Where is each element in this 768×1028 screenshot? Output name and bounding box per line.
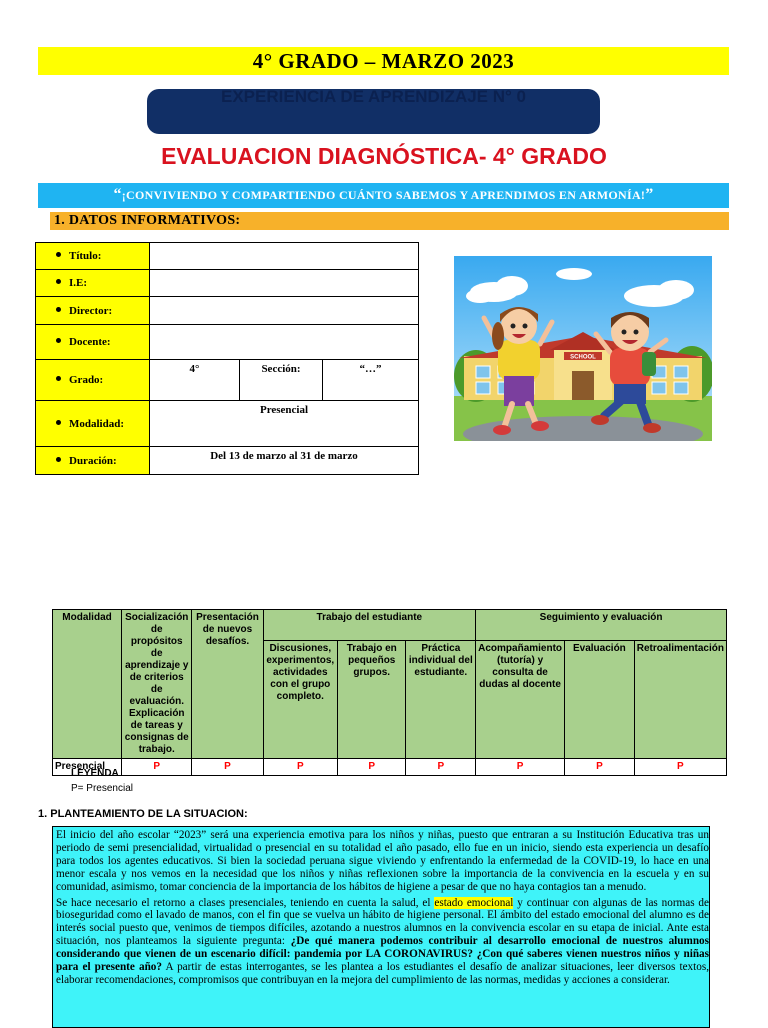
cell-value: P (263, 759, 338, 776)
col-evaluacion: Evaluación (565, 640, 635, 758)
table-row (36, 297, 419, 325)
col-practica-individual: Práctica individual del estudiante. (406, 640, 476, 758)
label-cell (36, 447, 150, 475)
col-modalidad: Modalidad (53, 610, 122, 759)
col-pequenos-grupos: Trabajo en pequeños grupos. (338, 640, 406, 758)
planteamiento-title: 1. PLANTEAMIENTO DE LA SITUACION: (38, 808, 248, 820)
table-header-row (53, 610, 727, 641)
titulo-label: Título: (69, 250, 102, 262)
situacion-paragraph-1: El inicio del año escolar “2023” será una experiencia emotiva para los niños y niñas, puesto que entraran a su Institución Educativa tras un periodo de semi presencialidad, virtualidad o presencial en su totalidad el año pasado, ello fue en un inicio, siendo esta experiencia un desafío para todos los agentes educativos. Si bien la sociedad peruana sigue viviendo y enfrentando la enfermedad de la COVID-19, lo hace en una menor escala y nos vemos en la necesidad que los niños y niñas reflexionen sobre la importancia de la convivencia en la escuela y en su comunidad, asimismo, tomar conciencia de la importancia de los hábitos de higiene a pesar de que no haya contagios tan a menudo. (56, 829, 709, 893)
table-row (53, 759, 727, 776)
experiencia-title: EXPERIENCIA DE APRENDIZAJE N° 0 (221, 87, 526, 106)
grado-label: Grado: (69, 374, 104, 386)
guiding-question: ¿De qué manera podemos contribuir al desarrollo emocional de nuestros alumnos considerando que vienen de un escenario difícil: pandemia por LA CORONAVIRUS? ¿Con qué saberes vienen nuestros niños y niñas para el presente año? (56, 935, 709, 974)
motto-open-quote: “ (113, 186, 122, 203)
cell-modalidad: Presencial (53, 759, 122, 776)
col-discusiones: Discusiones, experimentos, actividades con el grupo completo. (263, 640, 338, 758)
modalidad-table (52, 609, 727, 776)
col-seguimiento: Seguimiento y evaluación (476, 610, 727, 641)
cell-value: P (565, 759, 635, 776)
bullet-icon (56, 376, 61, 381)
docente-value (150, 325, 419, 360)
grade-title: 4° GRADO – MARZO 2023 (252, 49, 515, 73)
seccion-label: Sección: (240, 360, 323, 401)
col-trabajo-estudiante: Trabajo del estudiante (263, 610, 476, 641)
titulo-value (150, 243, 419, 270)
docente-label: Docente: (69, 336, 111, 348)
bullet-icon (56, 338, 61, 343)
duracion-value: Del 13 de marzo al 31 de marzo (150, 447, 419, 475)
table-row (36, 270, 419, 297)
col-retroalimentacion: Retroalimentación (634, 640, 726, 758)
col-acompanamiento: Acompañamiento (tutoría) y consulta de dudas al docente (476, 640, 565, 758)
highlighted-text: estado emocional (434, 896, 514, 909)
col-socializacion: Socialización de propósitos de aprendizaje y de criterios de evaluación. Explicación de tareas y consignas de trabajo. (122, 610, 192, 759)
col-presentacion: Presentación de nuevos desafíos. (192, 610, 263, 759)
ie-label: I.E: (69, 277, 88, 289)
svg-text:SCHOOL: SCHOOL (570, 354, 596, 361)
label-cell (36, 297, 150, 325)
table-row (36, 447, 419, 475)
director-label: Director: (69, 304, 113, 317)
table-row (36, 325, 419, 360)
modalidad-value: Presencial (150, 401, 419, 447)
ie-value (150, 270, 419, 297)
label-cell (36, 401, 150, 447)
datos-title: 1. DATOS INFORMATIVOS: (54, 213, 241, 228)
school-kids-illustration (454, 256, 712, 441)
datos-table (35, 242, 419, 475)
cell-value: P (338, 759, 406, 776)
motto-close-quote: ” (645, 186, 654, 203)
cell-value: P (122, 759, 192, 776)
modalidad-label: Modalidad: (69, 417, 125, 430)
label-cell (36, 243, 150, 270)
paragraph-text: y continuar con algunas de las normas de bioseguridad como el lavado de manos, con el fin que se vuelva un hábito de higiene personal. El ámbito del estado emocional del alumno es de interés social puesto que, venimos de tiempos difíciles, azotando a nuestros alumnos en la convivencia escolar en su etapa de inicial. Ante esta situación, nos planteamos la siguiente pregunta: (56, 896, 709, 948)
cell-value: P (634, 759, 726, 776)
label-cell (36, 270, 150, 297)
motto-text: ¡CONVIVIENDO Y COMPARTIENDO CUÁNTO SABEMOS Y APRENDIMOS EN ARMONÍA! (121, 188, 646, 202)
table-row (36, 243, 419, 270)
situacion-paragraph-2 (56, 897, 709, 987)
label-cell (36, 360, 150, 401)
situacion-text-box (52, 826, 710, 1028)
bullet-icon (56, 420, 61, 425)
paragraph-text: Se hace necesario el retorno a clases presenciales, teniendo en cuenta la salud, el (56, 896, 435, 909)
motto (38, 184, 729, 206)
label-cell (36, 325, 150, 360)
bullet-icon (56, 457, 61, 462)
bullet-icon (56, 307, 61, 312)
table-row (36, 360, 419, 401)
director-value (150, 297, 419, 325)
cell-value: P (476, 759, 565, 776)
cell-value: P (406, 759, 476, 776)
evaluacion-title: EVALUACION DIAGNÓSTICA- 4° GRADO (161, 143, 607, 169)
table-row (36, 401, 419, 447)
bullet-icon (56, 252, 61, 257)
bullet-icon (56, 279, 61, 284)
leyenda-item: P= Presencial (71, 783, 133, 794)
seccion-value: “…” (323, 360, 419, 401)
duracion-label: Duración: (69, 454, 117, 467)
grado-value: 4° (150, 360, 240, 401)
paragraph-text: A partir de estas interrogantes, se les plantea a los estudiantes el desafío de analizar situaciones, leer diversos textos, elaborar recomendaciones, compromisos que contribuyan en la mejora del cumplimiento de las normas, medidas y acciones a considerar. (56, 961, 709, 986)
cell-value: P (192, 759, 263, 776)
leyenda-title: LEYENDA (71, 768, 119, 779)
